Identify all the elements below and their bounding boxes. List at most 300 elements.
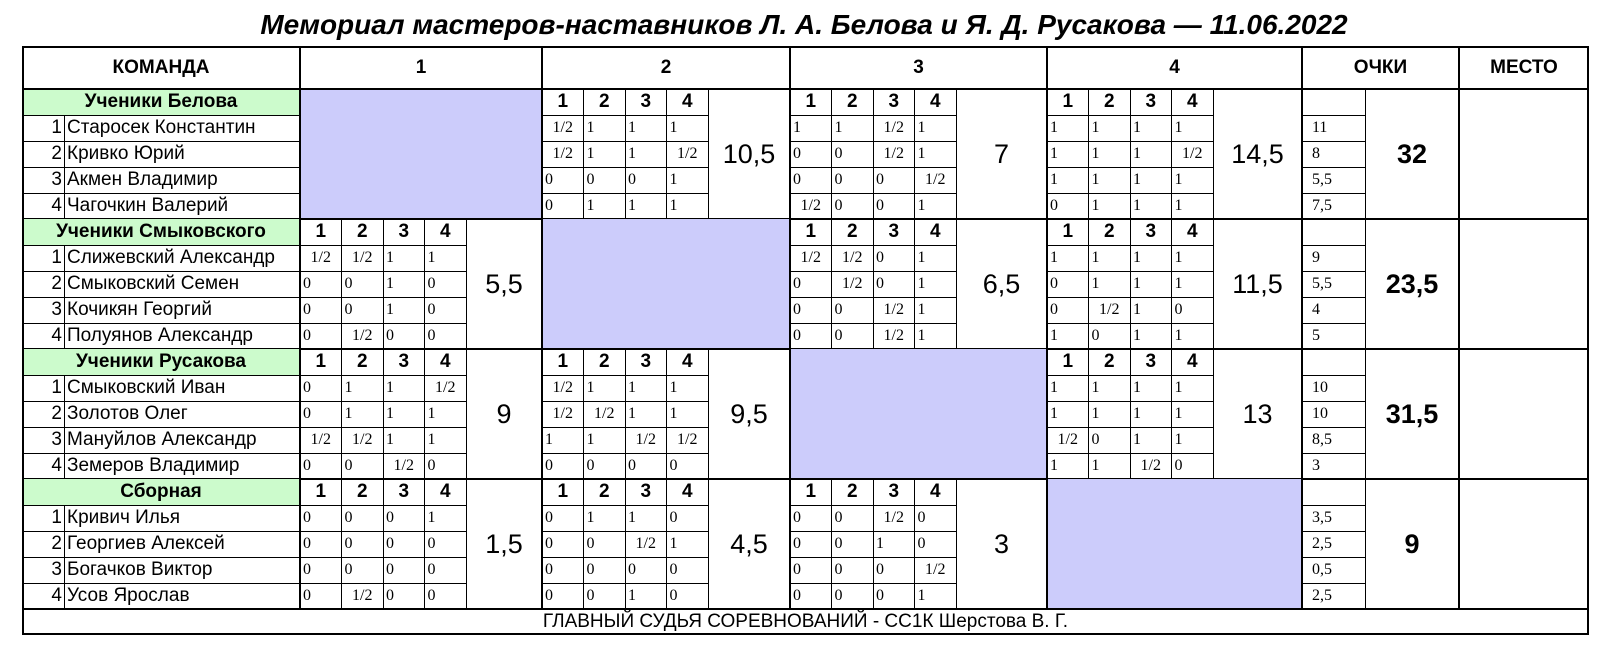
grid-line [1302, 375, 1365, 376]
board-result: 0 [1174, 301, 1183, 318]
board-result: 1/2 [925, 171, 946, 188]
board-result: 1 [586, 509, 595, 526]
player-name: Усов Ярослав [67, 585, 190, 606]
player-name: Старосек Константин [67, 117, 256, 138]
grid-line [383, 349, 384, 479]
diagonal-cell [300, 89, 542, 219]
board-header: 2 [598, 481, 610, 502]
board-result: 1 [586, 379, 595, 396]
board-result: 0 [834, 301, 843, 318]
board-header: 3 [398, 481, 410, 502]
grid-line [666, 479, 667, 609]
board-header: 2 [356, 481, 368, 502]
team-name: Ученики Русакова [22, 349, 300, 375]
grid-line [583, 479, 584, 609]
board-result: 1 [628, 119, 636, 136]
board-header: 4 [1186, 351, 1198, 372]
grid-line [1302, 115, 1365, 116]
player-name: Полуянов Александр [67, 325, 253, 346]
board-result: 1 [1091, 275, 1100, 292]
grid-line [22, 46, 24, 635]
player-points: 7,5 [1312, 197, 1332, 214]
grid-line [383, 219, 384, 349]
player-points: 8,5 [1312, 431, 1332, 448]
player-name: Кривич Илья [67, 507, 181, 528]
board-result: 0 [344, 561, 353, 578]
board-header: 3 [640, 91, 652, 112]
diagonal-cell [1047, 479, 1302, 609]
board-header: 1 [315, 221, 327, 242]
board-result: 1/2 [635, 535, 656, 552]
grid-line [1171, 349, 1172, 479]
board-result: 1/2 [310, 431, 331, 448]
board-result: 0 [344, 301, 353, 318]
board-result: 1 [1091, 405, 1100, 422]
board-result: 1/2 [883, 145, 904, 162]
board-header: 3 [1145, 351, 1157, 372]
column-header-round-4: 4 [1169, 56, 1180, 78]
grid-line [873, 479, 874, 609]
board-result: 0 [669, 587, 678, 604]
board-result: 0 [669, 457, 678, 474]
board-header: 3 [888, 91, 900, 112]
player-name: Кочикян Георгий [67, 299, 212, 320]
board-result: 1 [1133, 301, 1141, 318]
grid-line [1302, 193, 1365, 194]
column-header-round-3: 3 [913, 56, 924, 78]
board-result: 1/2 [552, 379, 573, 396]
board-result: 1/2 [800, 197, 821, 214]
board-result: 1/2 [352, 587, 373, 604]
board-result: 0 [876, 249, 884, 266]
player-name: Смыковский Семен [67, 273, 240, 294]
grid-line [956, 479, 957, 609]
board-result: 0 [303, 301, 311, 318]
board-result: 0 [545, 587, 553, 604]
board-result: 0 [669, 509, 678, 526]
board-header: 4 [1186, 91, 1198, 112]
board-result: 0 [1050, 275, 1058, 292]
board-result: 1/2 [677, 431, 698, 448]
player-number: 2 [51, 143, 62, 164]
match-score: 11,5 [1232, 268, 1283, 299]
team-name: Ученики Белова [22, 89, 300, 115]
column-header-points: ОЧКИ [1353, 56, 1408, 78]
board-result: 0 [386, 509, 394, 526]
board-result: 0 [386, 587, 394, 604]
board-result: 0 [586, 457, 595, 474]
board-result: 0 [793, 275, 801, 292]
board-result: 1 [1174, 327, 1183, 344]
match-score: 10,5 [722, 138, 776, 169]
grid-line [424, 349, 425, 479]
board-result: 1 [1091, 249, 1100, 266]
board-header: 1 [557, 351, 569, 372]
team-place [1459, 89, 1589, 219]
board-header: 4 [929, 221, 941, 242]
board-header: 2 [598, 351, 610, 372]
board-header: 3 [888, 221, 900, 242]
board-result: 1 [386, 301, 394, 318]
grid-line [64, 375, 65, 479]
board-result: 1 [917, 145, 926, 162]
player-name: Мануйлов Александр [67, 429, 257, 450]
diagonal-cell [542, 219, 790, 349]
grid-line [1302, 531, 1365, 532]
grid-line [1130, 219, 1131, 349]
grid-line [831, 479, 832, 609]
board-result: 0 [545, 197, 553, 214]
board-result: 1 [917, 119, 926, 136]
board-result: 0 [793, 145, 801, 162]
grid-line [1458, 46, 1460, 609]
board-result: 0 [876, 197, 884, 214]
player-points: 2,5 [1312, 587, 1332, 604]
board-result: 1 [1133, 171, 1141, 188]
board-result: 1 [344, 379, 353, 396]
grid-line [1088, 349, 1089, 479]
board-header: 3 [888, 481, 900, 502]
board-result: 0 [793, 327, 801, 344]
board-result: 1/2 [883, 301, 904, 318]
board-result: 1 [1133, 327, 1141, 344]
board-result: 1 [917, 301, 926, 318]
board-result: 0 [793, 535, 801, 552]
board-result: 0 [303, 535, 311, 552]
board-result: 1 [876, 535, 884, 552]
board-result: 0 [834, 509, 843, 526]
grid-line [22, 46, 1589, 48]
grid-line [22, 633, 1589, 635]
grid-line [424, 479, 425, 609]
board-header: 1 [1062, 221, 1074, 242]
board-result: 0 [793, 587, 801, 604]
board-result: 1 [1174, 249, 1183, 266]
board-result: 1 [834, 119, 843, 136]
match-score: 9,5 [730, 398, 768, 429]
board-result: 0 [586, 561, 595, 578]
board-header: 2 [846, 221, 858, 242]
board-result: 0 [917, 535, 926, 552]
board-result: 0 [586, 535, 595, 552]
grid-line [583, 349, 584, 479]
board-result: 1/2 [925, 561, 946, 578]
board-result: 1/2 [883, 509, 904, 526]
grid-line [1302, 167, 1365, 168]
board-header: 1 [315, 481, 327, 502]
board-header: 3 [398, 221, 410, 242]
board-result: 0 [628, 171, 636, 188]
board-result: 0 [427, 457, 436, 474]
grid-line [1046, 46, 1048, 609]
board-result: 1 [917, 249, 926, 266]
board-result: 1/2 [352, 431, 373, 448]
grid-line [914, 479, 915, 609]
board-header: 3 [640, 481, 652, 502]
board-result: 1 [917, 327, 926, 344]
board-result: 1 [1174, 119, 1183, 136]
player-number: 3 [51, 299, 62, 320]
board-header: 4 [929, 481, 941, 502]
board-result: 0 [669, 561, 678, 578]
board-result: 1 [669, 535, 678, 552]
board-result: 0 [303, 379, 311, 396]
board-result: 1 [669, 379, 678, 396]
board-result: 1 [1050, 119, 1058, 136]
board-result: 1 [669, 197, 678, 214]
board-result: 0 [303, 405, 311, 422]
board-result: 1/2 [1057, 431, 1078, 448]
board-result: 0 [427, 327, 436, 344]
grid-line [1213, 219, 1214, 349]
board-result: 1 [1174, 197, 1183, 214]
board-result: 1 [1133, 197, 1141, 214]
board-result: 0 [834, 561, 843, 578]
player-name: Кривко Юрий [67, 143, 185, 164]
board-result: 1/2 [552, 119, 573, 136]
board-result: 0 [303, 327, 311, 344]
grid-line [1302, 323, 1365, 324]
board-result: 0 [545, 561, 553, 578]
board-result: 1 [1091, 171, 1100, 188]
team-place [1459, 479, 1589, 609]
board-result: 0 [876, 275, 884, 292]
grid-line [383, 479, 384, 609]
board-result: 1 [1133, 379, 1141, 396]
grid-line [466, 479, 467, 609]
board-result: 0 [834, 197, 843, 214]
board-result: 0 [834, 145, 843, 162]
grid-line [1365, 479, 1366, 609]
grid-line [1302, 583, 1365, 584]
board-result: 1 [917, 275, 926, 292]
board-result: 0 [386, 327, 394, 344]
player-number: 3 [51, 559, 62, 580]
board-result: 1 [1091, 145, 1100, 162]
board-result: 1 [545, 431, 553, 448]
grid-line [708, 89, 709, 219]
board-result: 0 [834, 535, 843, 552]
grid-line [1302, 505, 1365, 506]
player-points: 10 [1312, 405, 1328, 422]
board-result: 0 [344, 457, 353, 474]
board-result: 1 [1133, 431, 1141, 448]
board-result: 0 [427, 275, 436, 292]
board-result: 1 [669, 405, 678, 422]
board-result: 0 [1091, 327, 1100, 344]
board-result: 1 [1091, 119, 1100, 136]
grid-line [64, 115, 65, 219]
chief-judge-footer: ГЛАВНЫЙ СУДЬЯ СОРЕВНОВАНИЙ - СС1К Шерстова В. Г. [542, 611, 1069, 632]
grid-line [625, 479, 626, 609]
player-number: 3 [51, 169, 62, 190]
board-result: 1 [1091, 457, 1100, 474]
board-result: 0 [834, 327, 843, 344]
player-name: Чагочкин Валерий [67, 195, 229, 216]
team-total-points: 23,5 [1385, 268, 1439, 299]
player-number: 2 [51, 403, 62, 424]
board-header: 2 [356, 351, 368, 372]
board-header: 4 [681, 481, 693, 502]
grid-line [956, 89, 957, 219]
board-result: 1 [586, 431, 595, 448]
board-result: 1 [1050, 327, 1058, 344]
board-result: 1/2 [800, 249, 821, 266]
team-name: Сборная [22, 479, 300, 505]
board-result: 0 [1050, 197, 1058, 214]
grid-line [873, 219, 874, 349]
page-title: Мемориал мастеров-наставников Л. А. Белова и Я. Д. Русакова — 11.06.2022 [260, 9, 1348, 40]
board-result: 0 [876, 561, 884, 578]
grid-line [1171, 219, 1172, 349]
board-header: 1 [805, 481, 817, 502]
grid-line [541, 46, 543, 609]
board-result: 0 [1174, 457, 1183, 474]
board-result: 1 [1050, 379, 1058, 396]
diagonal-cell [790, 349, 1047, 479]
board-result: 1 [386, 431, 394, 448]
board-header: 2 [356, 221, 368, 242]
player-points: 5 [1312, 327, 1320, 344]
board-result: 0 [427, 301, 436, 318]
grid-line [1130, 349, 1131, 479]
player-points: 2,5 [1312, 535, 1332, 552]
board-result: 0 [1050, 301, 1058, 318]
board-result: 0 [793, 561, 801, 578]
board-result: 1 [1133, 275, 1141, 292]
column-header-round-2: 2 [660, 56, 672, 78]
player-name: Золотов Олег [67, 403, 188, 424]
grid-line [1088, 219, 1089, 349]
board-result: 1 [344, 405, 353, 422]
board-result: 0 [628, 457, 636, 474]
grid-line [625, 349, 626, 479]
board-result: 1 [427, 405, 436, 422]
player-number: 3 [51, 429, 62, 450]
team-total-points: 9 [1404, 528, 1420, 559]
board-header: 2 [598, 91, 610, 112]
board-result: 1 [386, 405, 394, 422]
board-result: 1 [1174, 379, 1183, 396]
board-result: 1 [917, 197, 926, 214]
board-result: 1 [1133, 249, 1141, 266]
board-result: 1 [427, 431, 436, 448]
match-score: 7 [993, 138, 1010, 169]
board-header: 4 [929, 91, 941, 112]
board-result: 1/2 [1099, 301, 1120, 318]
board-result: 0 [834, 587, 843, 604]
grid-line [1365, 89, 1366, 219]
grid-line [341, 219, 342, 349]
grid-line [64, 245, 65, 349]
board-result: 0 [876, 587, 884, 604]
board-header: 4 [681, 91, 693, 112]
board-result: 0 [303, 509, 311, 526]
match-score: 9 [496, 398, 512, 429]
player-name: Слижевский Александр [67, 247, 275, 268]
board-result: 1/2 [435, 379, 456, 396]
grid-line [424, 219, 425, 349]
board-result: 0 [1091, 431, 1100, 448]
board-result: 1 [586, 145, 595, 162]
board-result: 1 [586, 197, 595, 214]
grid-line [873, 89, 874, 219]
board-result: 1 [427, 509, 436, 526]
player-points: 0,5 [1312, 561, 1332, 578]
grid-line [466, 349, 467, 479]
board-result: 1 [1174, 171, 1183, 188]
board-result: 1/2 [1140, 457, 1161, 474]
grid-line [914, 219, 915, 349]
board-header: 1 [557, 481, 569, 502]
grid-line [1302, 141, 1365, 142]
player-number: 1 [51, 377, 62, 398]
team-total-points: 32 [1396, 138, 1428, 169]
player-number: 1 [51, 247, 62, 268]
board-result: 1 [427, 249, 436, 266]
board-result: 0 [427, 535, 436, 552]
column-header-place: МЕСТО [1490, 56, 1558, 78]
board-header: 1 [805, 221, 817, 242]
board-result: 1 [1133, 145, 1141, 162]
board-header: 3 [640, 351, 652, 372]
board-result: 1 [1174, 275, 1183, 292]
grid-line [666, 89, 667, 219]
board-result: 1 [628, 509, 636, 526]
team-total-points: 31,5 [1385, 398, 1439, 429]
grid-line [831, 89, 832, 219]
board-header: 4 [681, 351, 693, 372]
grid-line [1302, 557, 1365, 558]
board-result: 1/2 [842, 249, 863, 266]
match-score: 5,5 [485, 268, 523, 299]
board-result: 0 [586, 171, 595, 188]
board-result: 0 [344, 535, 353, 552]
board-result: 0 [344, 509, 353, 526]
board-result: 1/2 [310, 249, 331, 266]
match-score: 3 [993, 528, 1010, 559]
board-result: 1 [628, 379, 636, 396]
board-header: 4 [439, 351, 451, 372]
player-points: 11 [1312, 119, 1328, 136]
board-result: 1/2 [883, 119, 904, 136]
board-result: 1 [1174, 431, 1183, 448]
board-result: 1/2 [635, 431, 656, 448]
board-result: 1 [628, 587, 636, 604]
board-result: 1/2 [352, 249, 373, 266]
board-result: 1 [1133, 119, 1141, 136]
grid-line [1302, 271, 1365, 272]
grid-line [789, 46, 791, 609]
board-result: 0 [303, 561, 311, 578]
board-result: 1 [1050, 171, 1058, 188]
team-place [1459, 219, 1589, 349]
grid-line [1302, 297, 1365, 298]
board-result: 1 [1050, 249, 1058, 266]
board-result: 0 [545, 509, 553, 526]
board-result: 1/2 [594, 405, 615, 422]
board-result: 1/2 [1182, 145, 1203, 162]
board-result: 0 [793, 301, 801, 318]
grid-line [666, 349, 667, 479]
grid-line [708, 349, 709, 479]
grid-line [1171, 89, 1172, 219]
board-result: 1 [1091, 379, 1100, 396]
board-result: 1/2 [393, 457, 414, 474]
player-name: Богачков Виктор [67, 559, 213, 580]
match-score: 4,5 [730, 528, 768, 559]
board-result: 0 [793, 509, 801, 526]
